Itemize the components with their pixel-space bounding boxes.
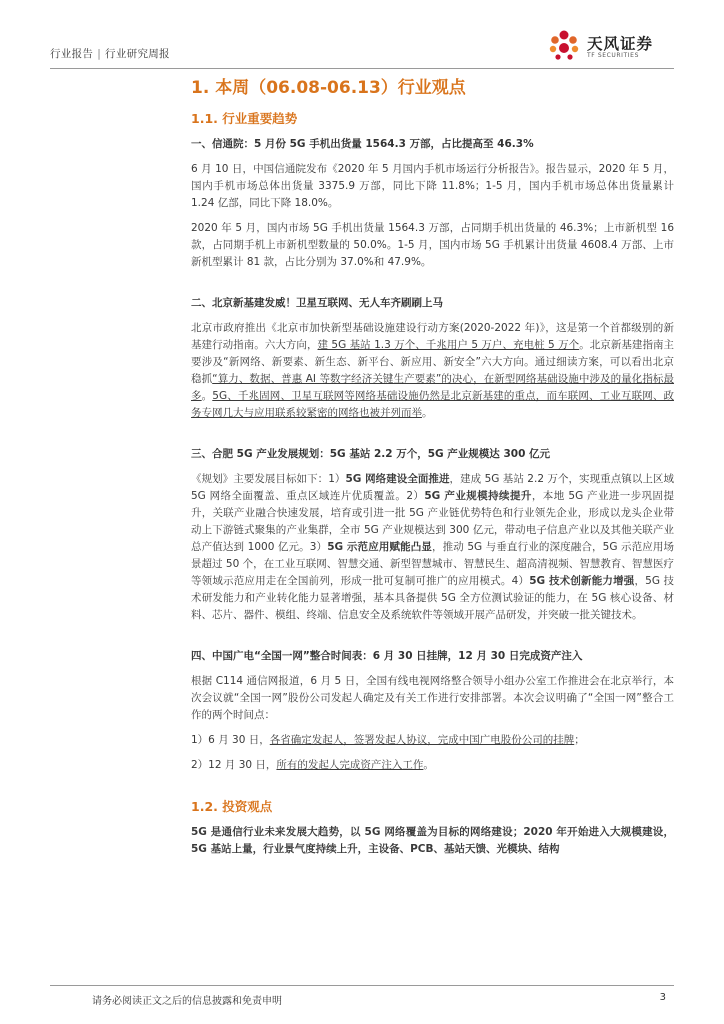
- item-4-list-1: [191, 732, 674, 749]
- item-3-text-5: ，5G 技术研发能力和产业转化能力显著增强，基本具备提供 5G 全方位测试验证的能力，在 5G 核心设备、材料、芯片、器件、模组、终端、信息安全及系统软件等领域开展产品研发，并突破一批关键技术。: [191, 575, 674, 621]
- item-3-bold-2: 5G 产业规模持续提升: [424, 490, 532, 502]
- item-1-paragraph-1: 6 月 10 日，中国信通院发布《2020 年 5 月国内手机市场运行分析报告》。报告显示，2020 年 5 月，国内手机市场总体出货量 3375.9 万部，同比下降 11.8%；1-5 月，国内手机市场总体出货量累计 1.24 亿部，同比下降 18.0%。: [191, 163, 674, 209]
- item-3-bold-4: 5G 技术创新能力增强: [529, 575, 635, 587]
- footer-disclaimer: 请务必阅读正文之后的信息披露和免责申明: [92, 996, 282, 1007]
- item-3-text-4: ，推动 5G 与垂直行业的深度融合，5G 示范应用场景超过 50 个，在工业互联网、智慧交通、新型智慧城市、智慧民生、超高清视频、智慧教育、智慧医疗等领域示范应用走在全国前列，形成一批可复制可推广的应用模式。4）: [191, 541, 674, 587]
- spacer: [191, 782, 674, 798]
- item-4-list-2-date: 2）12 月 30 日，: [191, 759, 277, 771]
- item-2-text-a: 北京市政府推出《北京市加快新型基础设施建设行动方案(2020-2022 年)》，这是第一个首都级别的新基建行动指南。六大方向，: [191, 322, 674, 351]
- logo-chinese-name: 天风证券: [587, 35, 654, 53]
- company-logo: [544, 28, 674, 66]
- header-divider: [50, 68, 674, 69]
- item-2-text-c: 。: [201, 390, 213, 402]
- item-1-heading: 一、信通院：5 月份 5G 手机出货量 1564.3 万部，占比提高至 46.3%: [191, 138, 534, 150]
- item-4-list-2: [191, 757, 674, 774]
- item-3-bold-3: 5G 示范应用赋能凸显: [327, 541, 432, 553]
- subsection-title-trends: 1.1. 行业重要趋势: [191, 111, 298, 126]
- item-2-underlined-2: “算力、数据、普惠 AI 等数字经济关键生产要素”的决心，在新型网络基础设施中涉及的量化指标最多: [191, 373, 675, 402]
- investment-paragraph: 5G 是通信行业未来发展大趋势，以 5G 网络覆盖为目标的网络建设；2020 年开始进入大规模建设，5G 基站上量，行业景气度持续上升，主设备、PCB、基站天馈、光模块、结构: [191, 826, 674, 855]
- item-2-paragraph: [191, 320, 674, 422]
- item-3-heading: 三、合肥 5G 产业发展规划：5G 基站 2.2 万个，5G 产业规模达 300 亿元: [191, 448, 551, 460]
- header-separator: |: [97, 48, 102, 60]
- footer-divider: [50, 985, 674, 986]
- spacer: [191, 430, 674, 446]
- item-4-list-1-text: 各省确定发起人，签署发起人协议，完成中国广电股份公司的挂牌: [269, 734, 575, 746]
- logo-english-name: TF SECURITIES: [587, 52, 639, 59]
- item-2-text-d: 。: [422, 407, 433, 419]
- item-3-text-2: ，建成 5G 基站 2.2 万个，实现重点镇以上区域 5G 网络全面覆盖、重点区域连片优质覆盖。2）: [191, 473, 674, 502]
- item-4-list-1-date: 1）6 月 30 日，: [191, 734, 270, 746]
- item-4-list-2-end: 。: [423, 759, 434, 771]
- item-3-text-3: ，本地 5G 产业进一步巩固提升，关联产业融合快速发展，培育或引进一批 5G 产业链优势特色和行业领先企业，形成以龙头企业带动上下游链式聚集的产业集群，全市 5G 产业规模达到 300 亿元，带动电子信息产业以及其他关联产业总产值达到 1000 亿元。3）: [191, 490, 674, 553]
- flower-logo-icon: [544, 28, 584, 66]
- item-3-text-1: 《规划》主要发展目标如下：1）: [191, 473, 346, 485]
- page-header: [50, 28, 674, 68]
- item-4-list-1-end: ；: [574, 734, 585, 746]
- subsection-title-investment: 1.2. 投资观点: [191, 799, 273, 814]
- item-2-underlined-1: 建 5G 基站 1.3 万个、千兆用户 5 万户、充电桩 5 万个: [317, 339, 580, 351]
- item-4-list-2-text: 所有的发起人完成资产注入工作: [276, 759, 424, 771]
- item-4-paragraph: 根据 C114 通信网报道，6 月 5 日，全国有线电视网络整合领导小组办公室工作推进会在北京举行，本次会议就“全国一网”股份公司发起人确定及有关工作进行安排部署。本次会议明确了“全国一网”整合工作的两个时间点：: [191, 675, 674, 721]
- item-3-paragraph: [191, 471, 674, 624]
- item-2-heading: 二、北京新基建发威！卫星互联网、无人车齐刷刷上马: [191, 297, 443, 309]
- section-title: 1. 本周（06.08-06.13）行业观点: [191, 78, 466, 98]
- item-1-paragraph-2: 2020 年 5 月，国内市场 5G 手机出货量 1564.3 万部，占同期手机出货量的 46.3%；上市新机型 16 款，占同期手机上市新机型数量的 50.0%。1-5 月，国内市场 5G 手机累计出货量 4608.4 万部、上市新机型累计 81 款，占比分别为 37.0%和 47.9%。: [191, 222, 674, 268]
- main-content: [191, 76, 674, 866]
- report-type-label: 行业报告: [50, 48, 94, 60]
- item-4-heading: 四、中国广电“全国一网”整合时间表：6 月 30 日挂牌，12 月 30 日完成资产注入: [191, 650, 583, 662]
- report-category: [50, 46, 170, 61]
- item-2-underlined-3: 5G、千兆固网、卫星互联网等网络基础设施仍然是北京新基建的重点，而车联网、工业互联网、政务专网几大与应用联系较紧密的网络也被并列而举: [191, 390, 674, 419]
- item-2-text-b: 。北京新基建指南主要涉及“新网络、新要素、新生态、新平台、新应用、新安全”六大方向。通过细读方案，可以看出北京稳抓: [191, 339, 675, 385]
- page-number: 3: [659, 992, 666, 1003]
- report-subtype-label: 行业研究周报: [105, 48, 170, 60]
- item-3-bold-1: 5G 网络建设全面推进: [345, 473, 450, 485]
- spacer: [191, 632, 674, 648]
- spacer: [191, 279, 674, 295]
